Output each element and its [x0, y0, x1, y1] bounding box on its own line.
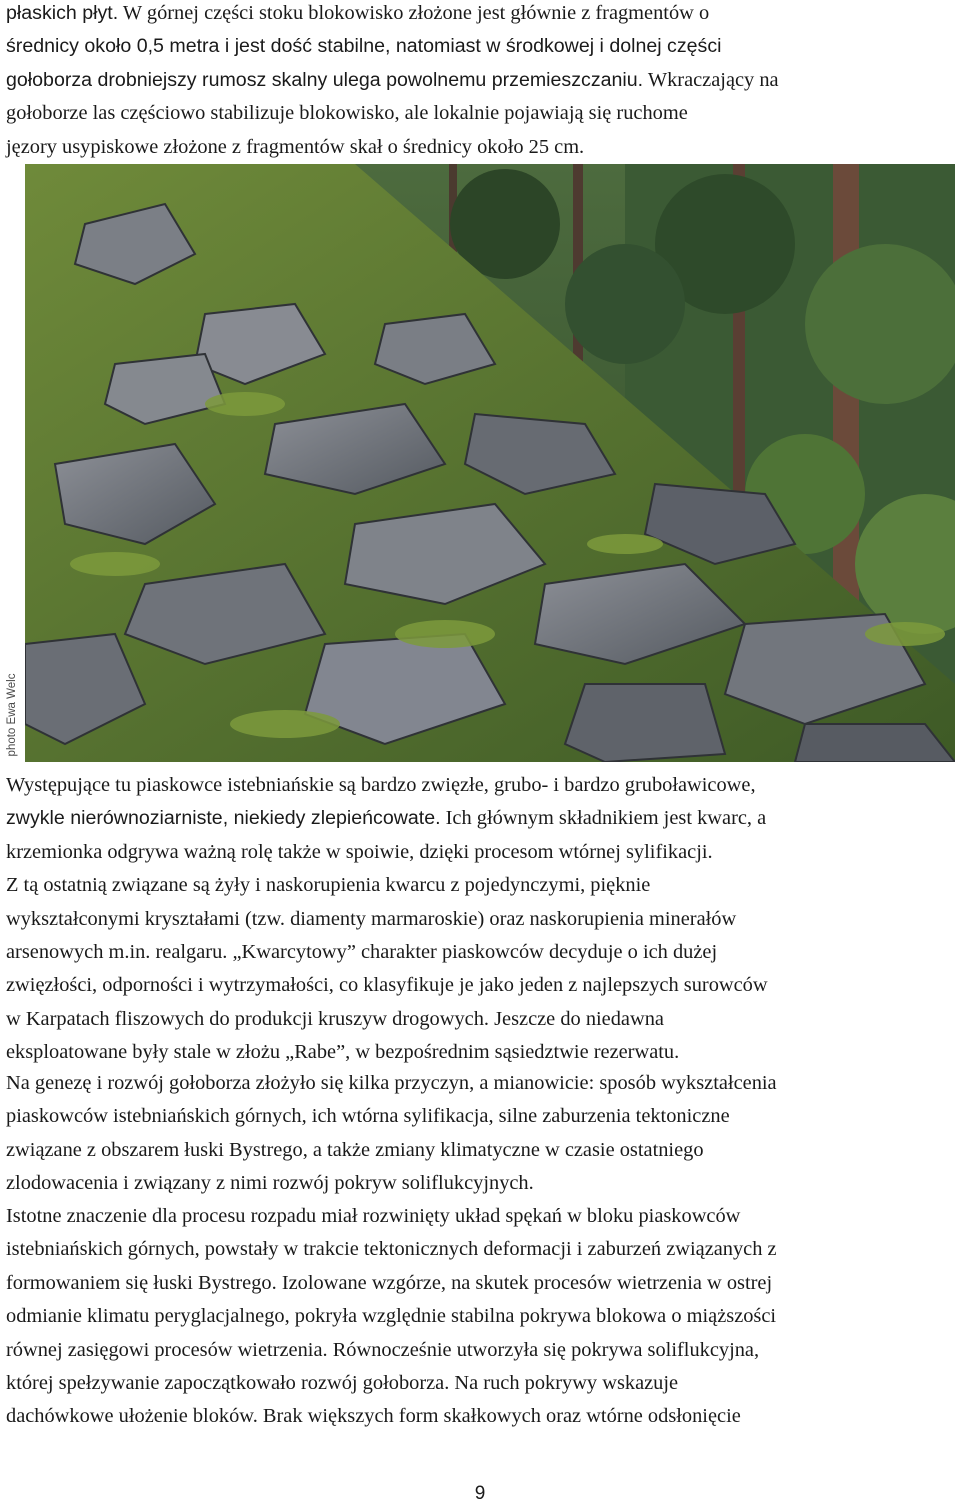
p4-line-3: formowaniem się łuski Bystrego. Izolowane wzgórze, na skutek procesów wietrzenia w ostrej [6, 1271, 773, 1294]
p2-line-5: wykształconymi kryształami (tzw. diamenty marmaroskie) oraz naskorupienia minerałów [6, 907, 737, 930]
p2-line-9: eksploatowane były stale w złożu „Rabe”, w bezpośrednim sąsiedztwie rezerwatu. [6, 1041, 680, 1064]
photo-credit: photo Ewa Welc [6, 673, 18, 757]
page-number: 9 [474, 1483, 486, 1504]
intro-line-1: płaskich płyt. W górnej części stoku blokowisko złożone jest głównie z fragmentów o [6, 2, 710, 24]
p2-line-2: zwykle nierównoziarniste, niekiedy zlepieńcowate. Ich głównym składnikiem jest kwarc, a [6, 807, 767, 830]
p4-line-6: której spełzywanie zapoczątkowało rozwój gołoborza. Na ruch pokrywy wskazuje [6, 1372, 679, 1395]
p3-line-1: Na genezę i rozwój gołoborza złożyło się kilka przyczyn, a mianowicie: sposób wykształcenia [6, 1072, 777, 1094]
p2-line-7: zwięzłości, odporności i wytrzymałości, co klasyfikuje je jako jeden z najlepszych surowców [6, 974, 768, 997]
p3-line-3: związane z obszarem łuski Bystrego, a także zmiany klimatyczne w czasie ostatniego [6, 1138, 704, 1161]
p2-line-4: Z tą ostatnią związane są żyły i naskorupienia kwarcu z pojedynczymi, pięknie [6, 874, 651, 897]
goloborze-photo [25, 164, 955, 762]
p2-line-6: arsenowych m.in. realgaru. „Kwarcytowy” charakter piaskowców decyduje o ich dużej [6, 941, 718, 964]
fracture-paragraph [6, 1200, 956, 1434]
p4-line-1: Istotne znaczenie dla procesu rozpadu miał rozwinięty układ spękań w bloku piaskowców [6, 1205, 741, 1227]
p2-line-1: Występujące tu piaskowce istebniańskie są bardzo zwięzłe, grubo- i bardzo gruboławicowe, [6, 774, 756, 796]
p2-line-8: w Karpatach fliszowych do produkcji kruszyw drogowych. Jeszcze do niedawna [6, 1007, 664, 1030]
p3-line-4: zlodowacenia i związany z nimi rozwój pokryw soliflukcyjnych. [6, 1172, 534, 1195]
p3-line-2: piaskowców istebniańskich górnych, ich wtórna sylifikacja, silne zaburzenia tektoniczne [6, 1105, 730, 1128]
sandstone-paragraph [6, 769, 956, 1070]
intro-line-4: gołoborze las częściowo stabilizuje blokowisko, ale lokalnie pojawiają się ruchome [6, 102, 688, 125]
p4-line-5: równej zasięgowi procesów wietrzenia. Równocześnie utworzyła się pokrywa soliflukcyjna, [6, 1338, 760, 1361]
intro-line-5: jęzory usypiskowe złożone z fragmentów skał o średnicy około 25 cm. [6, 135, 585, 158]
intro-paragraph [6, 0, 956, 164]
p4-line-2: istebniańskich górnych, powstały w trakcie tektonicznych deformacji i zaburzeń związanych z [6, 1238, 777, 1261]
genesis-paragraph [6, 1067, 956, 1201]
intro-line-3: gołoborza drobniejszy rumosz skalny ulega powolnemu przemieszczaniu. Wkraczający na [6, 68, 779, 91]
p4-line-7: dachówkowe ułożenie bloków. Brak większych form skałkowych oraz wtórne odsłonięcie [6, 1405, 741, 1428]
p4-line-4: odmianie klimatu peryglacjalnego, pokryła względnie stabilna pokrywa blokowa o miąższości [6, 1305, 777, 1328]
intro-line-2: średnicy około 0,5 metra i jest dość stabilne, natomiast w środkowej i dolnej części [6, 35, 722, 58]
photo-illustration [25, 164, 955, 762]
p2-line-3: krzemionka odgrywa ważną rolę także w spoiwie, dzięki procesom wtórnej sylifikacji. [6, 840, 713, 863]
